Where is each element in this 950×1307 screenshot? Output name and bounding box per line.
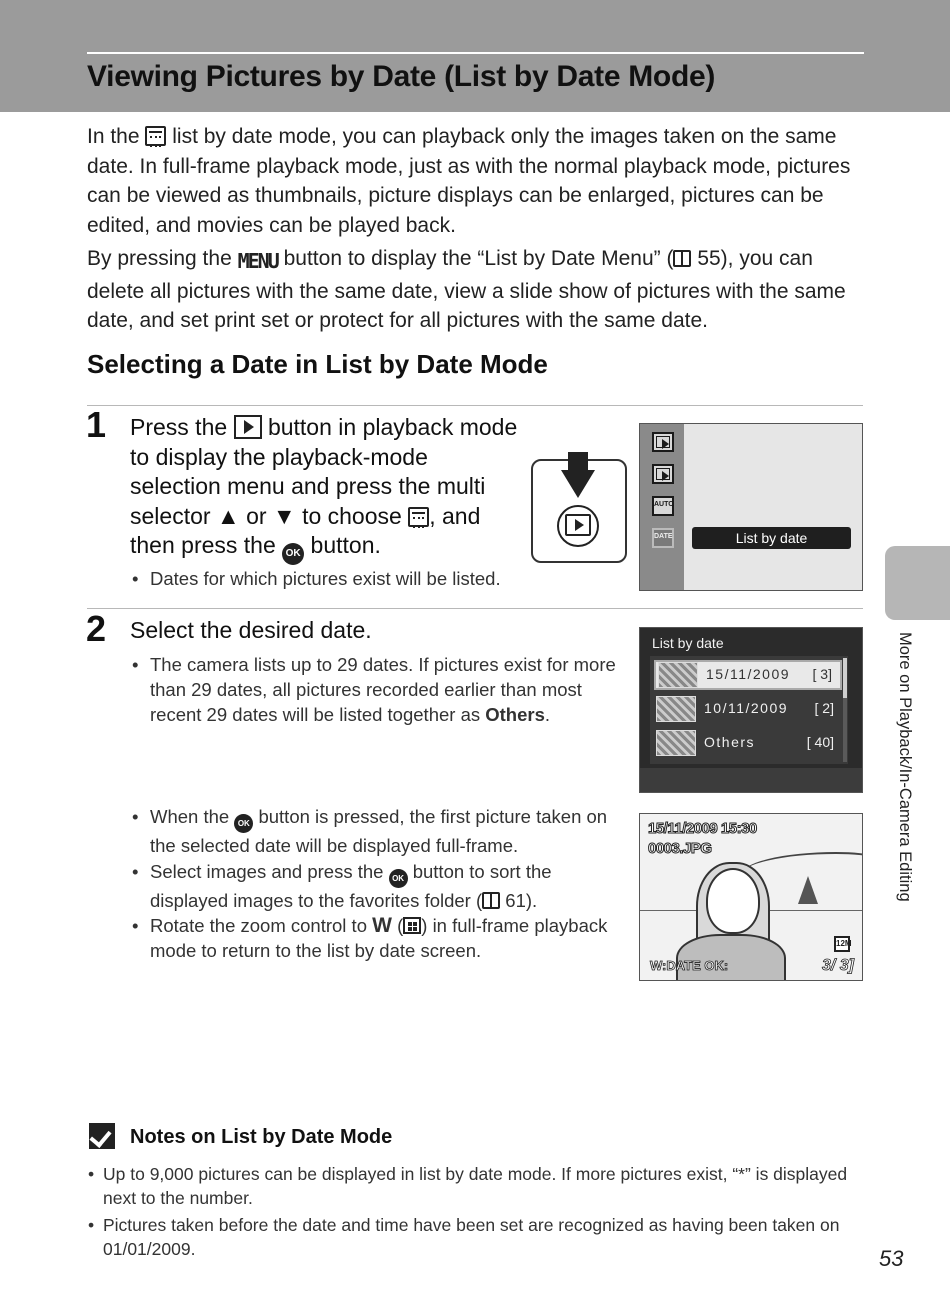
list-item — [654, 660, 842, 690]
step1-bullet: • Dates for which pictures exist will be listed. — [150, 566, 501, 591]
frame-counter: 3/ 3] — [821, 957, 854, 974]
thumbnail-icon — [403, 917, 421, 934]
step2-bullet: • The camera lists up to 29 dates. If pictures exist for more than 29 dates, all pictures recorded earlier than most recent 29 dates will be listed together as Others. — [150, 652, 620, 727]
intro-text: 55), you can delete all pictures with the same date, view a slide show of pictures with the same date, and set print set or protect for all pictures with the same date. — [87, 247, 846, 332]
control-hints: W:DATE OK: — [650, 958, 729, 973]
list-by-date-icon — [145, 126, 166, 146]
playback-info-bar — [640, 954, 863, 980]
intro-text: list by date mode, you can playback only the images taken on the same date. In full-frame playback mode, just as with the normal playback mode, pictures can be viewed as thumbnails, picture displays can be enlarged, pictures can be edited, and movies can be played back. — [87, 125, 851, 237]
list-by-date-icon: DATE — [652, 528, 674, 548]
selected-mode-label: List by date — [692, 527, 851, 549]
intro-text: By pressing the — [87, 247, 232, 270]
screen-title: List by date — [652, 635, 724, 651]
chapter-label: More on Playback/In-Camera Editing — [896, 632, 914, 902]
favorites-icon — [652, 464, 674, 484]
checkmark-icon — [89, 1123, 115, 1149]
playback-mode-menu-screen — [639, 423, 863, 591]
full-frame-playback-screen — [639, 813, 863, 981]
others-label: Others — [485, 704, 545, 725]
step1-instruction — [130, 413, 520, 565]
step-number: 1 — [86, 404, 107, 445]
step2-bullet: • Rotate the zoom control to W ( ) in full-frame playback mode to return to the list by date screen. — [150, 913, 620, 963]
sailboat-icon — [798, 876, 818, 904]
divider — [87, 405, 863, 406]
play-icon — [652, 432, 674, 452]
step2-instruction: Select the desired date. — [130, 617, 372, 643]
page-reference-icon — [673, 250, 691, 267]
list-count: [ 3] — [812, 666, 832, 682]
zoom-wide-icon: W — [372, 914, 392, 937]
page-number: 53 — [879, 1246, 904, 1271]
thumbnail-image — [656, 730, 696, 756]
scrollbar — [843, 658, 847, 762]
menu-button-icon: MENU — [237, 249, 278, 273]
step1-text: , and then press the — [130, 502, 481, 558]
list-count: [ 40] — [806, 734, 834, 750]
capture-datetime: 15/11/2009 15:30 — [648, 820, 757, 837]
image-size-icon: 12M — [834, 936, 850, 952]
header-rule — [87, 52, 864, 54]
header-band — [0, 0, 950, 112]
file-name: 0003.JPG — [648, 840, 712, 857]
notes-title: Notes on List by Date Mode — [130, 1126, 393, 1148]
step-number: 2 — [86, 608, 107, 649]
intro-paragraph-2 — [87, 244, 867, 336]
thumbnail-image — [658, 662, 698, 688]
list-date: 10/11/2009 — [704, 700, 789, 716]
section-title: Selecting a Date in List by Date Mode — [87, 349, 548, 379]
step1-text: button in playback mode to display the playback-mode selection menu and press the multi selector ▲ or ▼ to choose — [130, 414, 518, 529]
list-item — [654, 728, 842, 758]
list-by-date-screen — [639, 627, 863, 793]
step2-bullet: • Select images and press the OK button to sort the displayed images to the favorites folder ( 61). — [150, 859, 620, 913]
screen-footer — [640, 768, 862, 792]
ok-button-icon: OK — [282, 543, 304, 565]
page-title: Viewing Pictures by Date (List by Date Mode) — [87, 60, 716, 93]
step2-bullet: • When the OK button is pressed, the first picture taken on the selected date will be displayed full-frame. — [150, 804, 620, 858]
ok-button-icon: OK — [389, 869, 408, 888]
date-list — [650, 656, 848, 764]
note-item: • Pictures taken before the date and time have been set are recognized as having been taken on 01/01/2009. — [103, 1213, 868, 1261]
thumbnail-image — [656, 696, 696, 722]
list-by-date-icon — [408, 507, 429, 527]
playback-button-icon — [565, 514, 591, 536]
page-reference-icon — [482, 892, 500, 909]
intro-text: In the — [87, 125, 140, 148]
note-item: • Up to 9,000 pictures can be displayed in list by date mode. If more pictures exist, “*” is displayed next to the number. — [103, 1162, 868, 1210]
intro-paragraph-1 — [87, 122, 867, 240]
list-date: 15/11/2009 — [706, 666, 791, 682]
auto-sort-icon: AUTO — [652, 496, 674, 516]
list-item — [654, 694, 842, 724]
chapter-tab — [885, 546, 950, 620]
down-arrow-icon — [561, 470, 595, 498]
portrait-face — [706, 868, 760, 934]
playback-button-icon — [234, 415, 262, 439]
step1-text: Press the — [130, 414, 228, 440]
step1-text: button. — [310, 532, 381, 558]
ok-button-icon: OK — [234, 814, 253, 833]
list-date: Others — [704, 734, 756, 750]
mode-icon-strip — [640, 424, 684, 590]
divider — [87, 608, 863, 609]
intro-text: button to display the “List by Date Menu” ( — [283, 247, 674, 270]
down-arrow-icon — [568, 452, 588, 472]
list-count: [ 2] — [814, 700, 834, 716]
